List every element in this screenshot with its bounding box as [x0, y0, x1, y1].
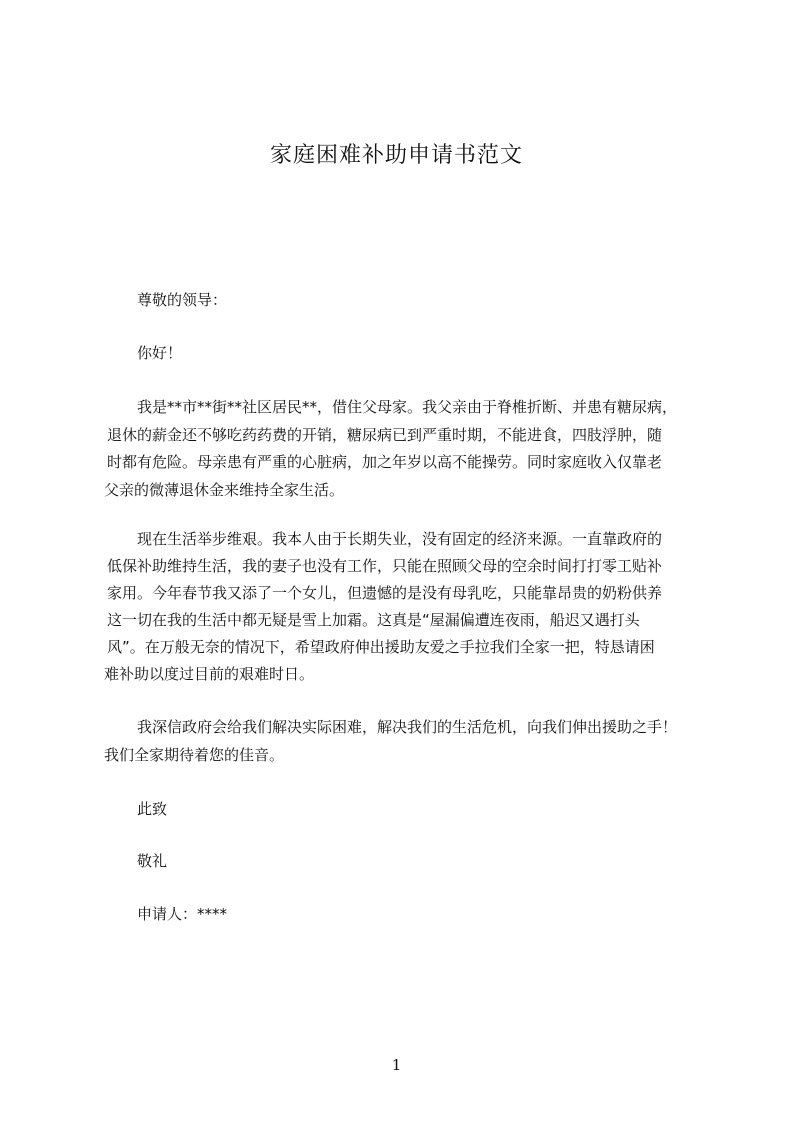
paragraph-1-line-1: 我是**市**街**社区居民**，借住父母家。我父亲由于脊椎折断、并患有糖尿病，: [137, 398, 678, 416]
paragraph-3-line-2: 我们全家期待着您的佳音。: [104, 746, 285, 764]
closing-cizhi: 此致: [137, 800, 168, 818]
paragraph-2-line-6: 难补助以度过目前的艰难时日。: [104, 665, 315, 683]
paragraph-2-line-4: 这一切在我的生活中都无疑是雪上加霜。这真是“屋漏偏遭连夜雨，船迟又遇打头: [107, 611, 640, 629]
document-title: 家庭困难补助申请书范文: [269, 143, 523, 168]
paragraph-2-line-3: 家用。今年春节我又添了一个女儿，但遗憾的是没有母乳吃，只能靠昂贵的奶粉供养: [107, 584, 663, 602]
paragraph-1-line-2: 退休的薪金还不够吃药药费的开销，糖尿病已到严重时期，不能进食，四肢浮肿，随: [107, 426, 663, 444]
paragraph-2-line-1: 现在生活举步维艰。我本人由于长期失业，没有固定的经济来源。一直靠政府的: [137, 530, 663, 548]
page-number: 1: [391, 1056, 402, 1074]
paragraph-2-line-5: 风”。在万般无奈的情况下，希望政府伸出援助友爱之手拉我们全家一把，特恳请困: [107, 638, 655, 656]
closing-jingli: 敬礼: [137, 852, 168, 870]
signature: 申请人：****: [137, 905, 228, 923]
paragraph-3-line-1: 我深信政府会给我们解决实际困难，解决我们的生活危机，向我们伸出援助之手！: [137, 718, 678, 736]
paragraph-2-line-2: 低保补助维持生活，我的妻子也没有工作，只能在照顾父母的空余时间打打零工贴补: [107, 557, 663, 575]
paragraph-1-line-4: 父亲的微薄退休金来维持全家生活。: [104, 481, 345, 499]
greeting: 你好！: [137, 344, 183, 362]
paragraph-1-line-3: 时都有危险。母亲患有严重的心脏病，加之年岁以高不能操劳。同时家庭收入仅靠老: [107, 453, 663, 471]
salutation: 尊敬的领导：: [137, 291, 228, 309]
